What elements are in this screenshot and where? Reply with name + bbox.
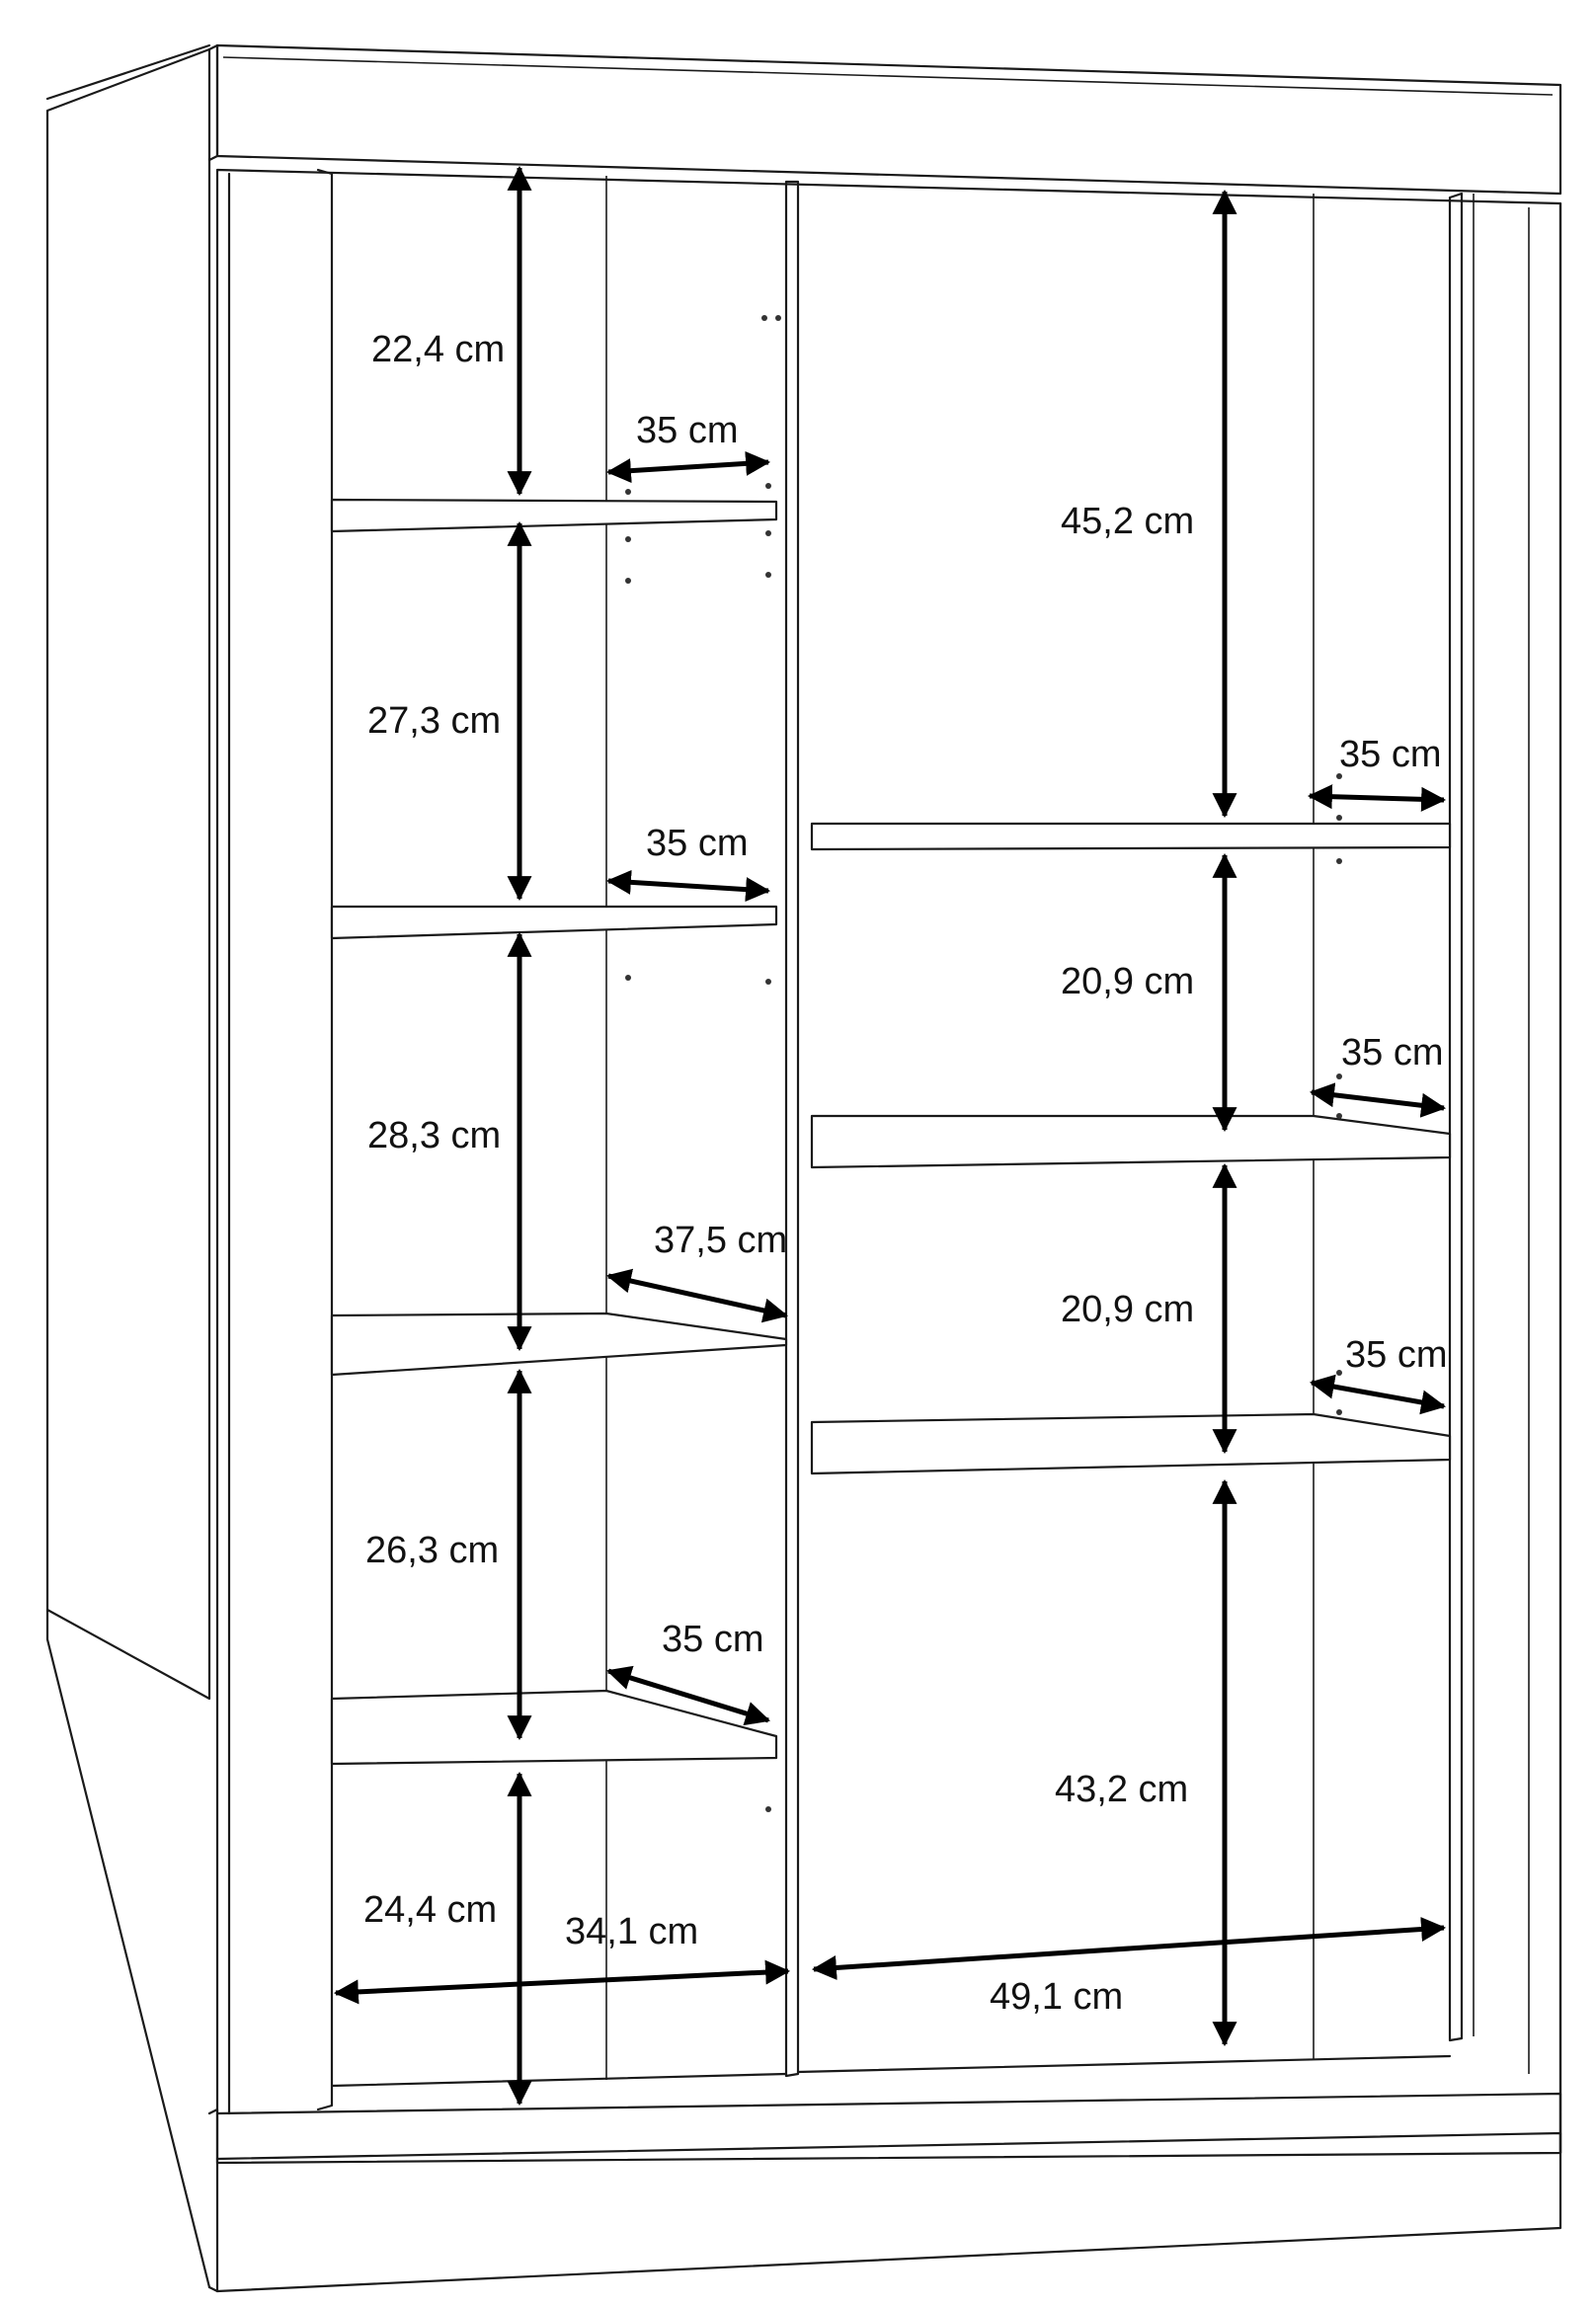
dim-left-shelf3-depth [608,1276,786,1315]
label-right-2-height: 20,9 cm [1061,961,1195,1002]
label-left-1-height: 22,4 cm [371,329,506,370]
dim-right-width [814,1928,1444,1969]
label-right-1-height: 45,2 cm [1061,501,1195,542]
label-right-shelf2-depth: 35 cm [1341,1032,1444,1074]
cabinet-body [47,45,1560,2291]
label-left-shelf4-depth: 35 cm [662,1619,764,1660]
dim-left-width [336,1971,788,1993]
label-left-shelf3-depth: 37,5 cm [654,1220,788,1261]
dim-left-shelf2-depth [608,881,768,891]
label-left-4-height: 26,3 cm [365,1530,500,1571]
dimension-labels [363,329,1447,2018]
dim-right-shelf3-depth [1312,1383,1444,1406]
label-right-shelf3-depth: 35 cm [1345,1334,1448,1376]
shelf-pin-holes [625,315,1342,1812]
right-shelves [812,824,1450,1473]
label-left-shelf1-depth: 35 cm [636,410,739,451]
dim-right-shelf2-depth [1312,1092,1444,1108]
dim-right-shelf1-depth [1310,796,1444,800]
label-right-4-height: 43,2 cm [1055,1769,1189,1810]
label-left-width: 34,1 cm [565,1911,699,1952]
label-left-3-height: 28,3 cm [367,1115,502,1156]
label-right-3-height: 20,9 cm [1061,1289,1195,1330]
label-left-2-height: 27,3 cm [367,700,502,742]
label-right-width: 49,1 cm [990,1976,1124,2018]
label-right-shelf1-depth: 35 cm [1339,734,1442,775]
label-left-shelf2-depth: 35 cm [646,823,749,864]
label-left-5-height: 24,4 cm [363,1889,498,1931]
dim-left-shelf1-depth [608,462,768,472]
